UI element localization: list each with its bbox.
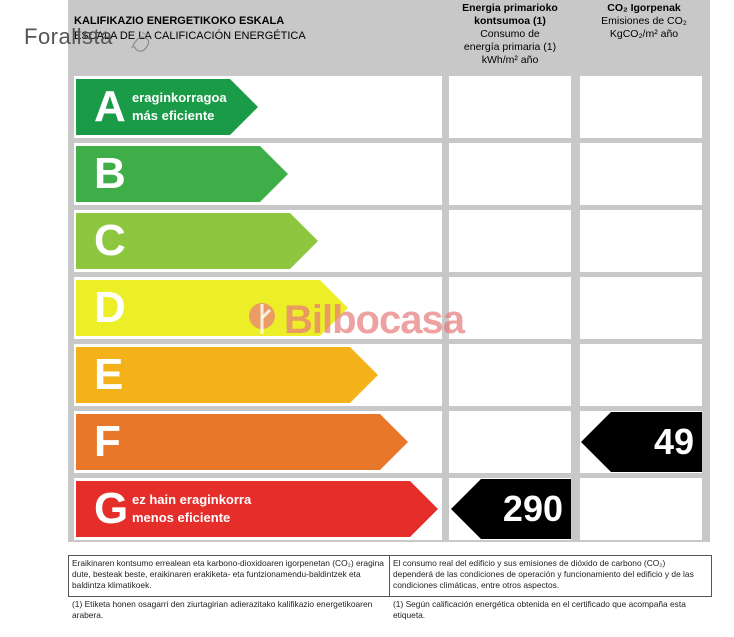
primary-energy-title-1: Energia primarioko	[462, 2, 558, 14]
co2-cell-d	[580, 277, 702, 339]
rating-text-line2: menos eficiente	[132, 510, 231, 525]
primary-energy-cell-d	[449, 277, 571, 339]
primary-energy-cell-b	[449, 143, 571, 205]
rating-letter: B	[94, 149, 126, 198]
rating-letter: C	[94, 216, 126, 265]
footer-ref-es: (1) Según calificación energética obtenida en el certificado que acompaña esta etiqueta.	[393, 599, 686, 620]
rating-arrow-c	[76, 213, 318, 269]
rating-text-line2: más eficiente	[132, 108, 215, 123]
rating-arrow-a	[76, 79, 258, 135]
rating-text-line1: eraginkorragoa	[132, 90, 227, 105]
primary-energy-title-2: kontsumoa (1)	[474, 15, 546, 27]
primary-energy-value: 290	[502, 488, 563, 529]
rating-letter: E	[94, 350, 124, 399]
logo-icon	[128, 28, 158, 58]
primary-energy-header	[446, 2, 574, 67]
rating-arrow-e	[76, 347, 378, 403]
rating-letter: G	[94, 484, 129, 533]
rating-letter: F	[94, 417, 121, 466]
primary-energy-sub-1: Consumo de	[480, 28, 540, 40]
rating-letter: A	[94, 82, 126, 131]
rating-arrow-g	[76, 481, 438, 537]
co2-cell-g	[580, 478, 702, 540]
watermark: Bilbocasa	[284, 298, 464, 342]
footer-ref-eu: (1) Etiketa honen osagarri den ziurtagirian adierazitako kalifikazio energetikoaren arabera.	[72, 599, 373, 620]
footer-note-es: El consumo real del edificio y sus emisiones de dióxido de carbono (CO₂) dependerá de las condiciones de operación y funcionamiento del edificio y de las condiciones climáticas, entre otros aspectos.	[393, 558, 694, 590]
co2-value-indicator	[581, 412, 702, 472]
rating-letter: D	[94, 283, 126, 332]
co2-cell-e	[580, 344, 702, 406]
co2-sub: Emisiones de CO₂	[601, 15, 687, 27]
co2-unit: KgCO₂/m² año	[609, 28, 679, 40]
rating-arrow-b	[76, 146, 288, 202]
co2-cell-c	[580, 210, 702, 272]
logo-text: Forallsta	[24, 24, 113, 49]
scale-title-eu: KALIFIKAZIO ENERGETIKOKO ESKALA	[74, 15, 285, 27]
primary-energy-sub-2: energía primaria (1)	[463, 41, 557, 53]
watermark-icon	[246, 300, 278, 336]
primary-energy-cell-e	[449, 344, 571, 406]
primary-energy-cell-c	[449, 210, 571, 272]
co2-title: CO₂ Igorpenak	[607, 2, 681, 14]
co2-header	[578, 2, 710, 41]
co2-cell-b	[580, 143, 702, 205]
footer-note-eu: Eraikinaren kontsumo errealean eta karbono-dioxidoaren igorpenetan (CO₂) eragina dute, besteak beste, eraikinaren erakiketa- eta funtzionamendu-baldintzek eta baldintza klimatikoek.	[72, 558, 384, 590]
co2-cell-a	[580, 76, 702, 138]
primary-energy-value-indicator	[451, 479, 571, 539]
primary-energy-unit: kWh/m² año	[481, 54, 539, 66]
scale-title-es: ESCALA DE LA CALIFICACIÓN ENERGÉTICA	[74, 30, 306, 42]
co2-value: 49	[653, 421, 694, 462]
logo	[24, 24, 113, 50]
rating-arrow-f	[76, 414, 408, 470]
footer-divider	[389, 556, 390, 596]
primary-energy-cell-a	[449, 76, 571, 138]
rating-text-line1: ez hain eraginkorra	[132, 492, 252, 507]
primary-energy-cell-f	[449, 411, 571, 473]
